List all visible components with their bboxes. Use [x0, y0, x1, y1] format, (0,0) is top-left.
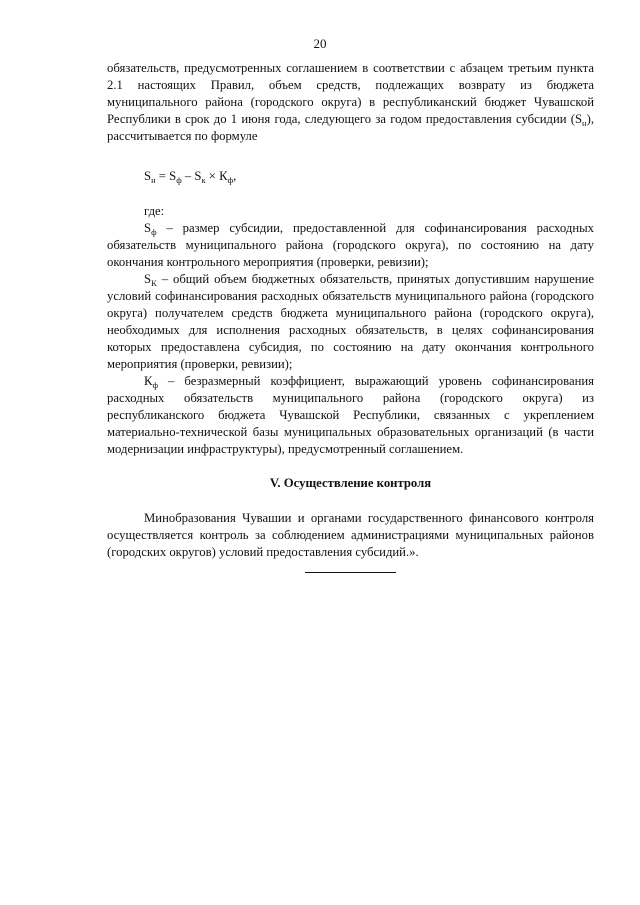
- where-label: где:: [144, 204, 165, 218]
- sk-text: – общий объем бюджетных обязательств, принятых допустившим нарушение условий софинансирования расходных обязательств муниципального района (городского округа) получателем средств бюджета муниципального района (городского округа), необходимых для исполнения расходных обязательств, в целях софинансирования которых предоставлена субсидия, по состоянию на дату окончания контрольного мероприятия (проверки, ревизии);: [107, 272, 594, 371]
- kf-subscript: ф: [152, 380, 158, 390]
- formula-sub-n: н: [151, 175, 156, 185]
- section-title: V. Осуществление контроля: [269, 476, 432, 490]
- formula-equals: = S: [155, 169, 177, 183]
- sf-subscript: ф: [151, 227, 157, 237]
- document-body: [107, 60, 594, 561]
- section-paragraph: Минобразования Чувашии и органами государственного финансового контроля осуществляется контроль за соблюдением администрациями муниципальных районов (городских округов) условий предоставления субсидий.».: [107, 511, 594, 559]
- page-number: 20: [313, 36, 327, 51]
- sf-symbol: S: [144, 221, 152, 235]
- formula-sub-kf: ф: [227, 175, 234, 185]
- kf-text: – безразмерный коэффициент, выражающий уровень софинансирования расходных обязательств муниципального района (городского округа) из республиканского бюджета Чувашской Республики, связанных с укреплением материально-технической базы муниципальных образовательных организаций (в части модернизации инфраструктуры), предусмотренный соглашением.: [107, 374, 594, 456]
- intro-text: обязательств, предусмотренных соглашением в соответствии с абзацем третьим пункта 2.1 настоящих Правил, объем средств, подлежащих возврату из бюджета муниципального района (городского округа) в республиканский бюджет Чувашской Республики в срок до 1 июня года, следующего за годом предоставления субсидии (S: [107, 61, 594, 126]
- intro-tail: ), рассчитывается по формуле: [107, 112, 594, 143]
- intro-paragraph: [107, 60, 594, 145]
- formula-sub-k: к: [201, 175, 206, 185]
- formula-sub-f: ф: [176, 175, 182, 185]
- sk-symbol: S: [144, 272, 152, 286]
- kf-symbol: К: [144, 374, 153, 388]
- definition-sk: [107, 271, 594, 373]
- formula-s: S: [144, 169, 152, 183]
- sk-subscript: К: [151, 278, 157, 288]
- formula: [144, 168, 594, 185]
- intro-subscript: н: [582, 118, 587, 128]
- definition-kf: [107, 373, 594, 458]
- closing-divider: [305, 572, 396, 573]
- formula-minus: – S: [181, 169, 202, 183]
- definition-sf: [107, 220, 594, 271]
- formula-times: × К: [205, 169, 228, 183]
- sf-text: – размер субсидии, предоставленной для софинансирования расходных обязательств муниципального района (городского округа), по состоянию на дату окончания контрольного мероприятия (проверки, ревизии);: [107, 221, 594, 269]
- formula-end: ,: [233, 169, 237, 183]
